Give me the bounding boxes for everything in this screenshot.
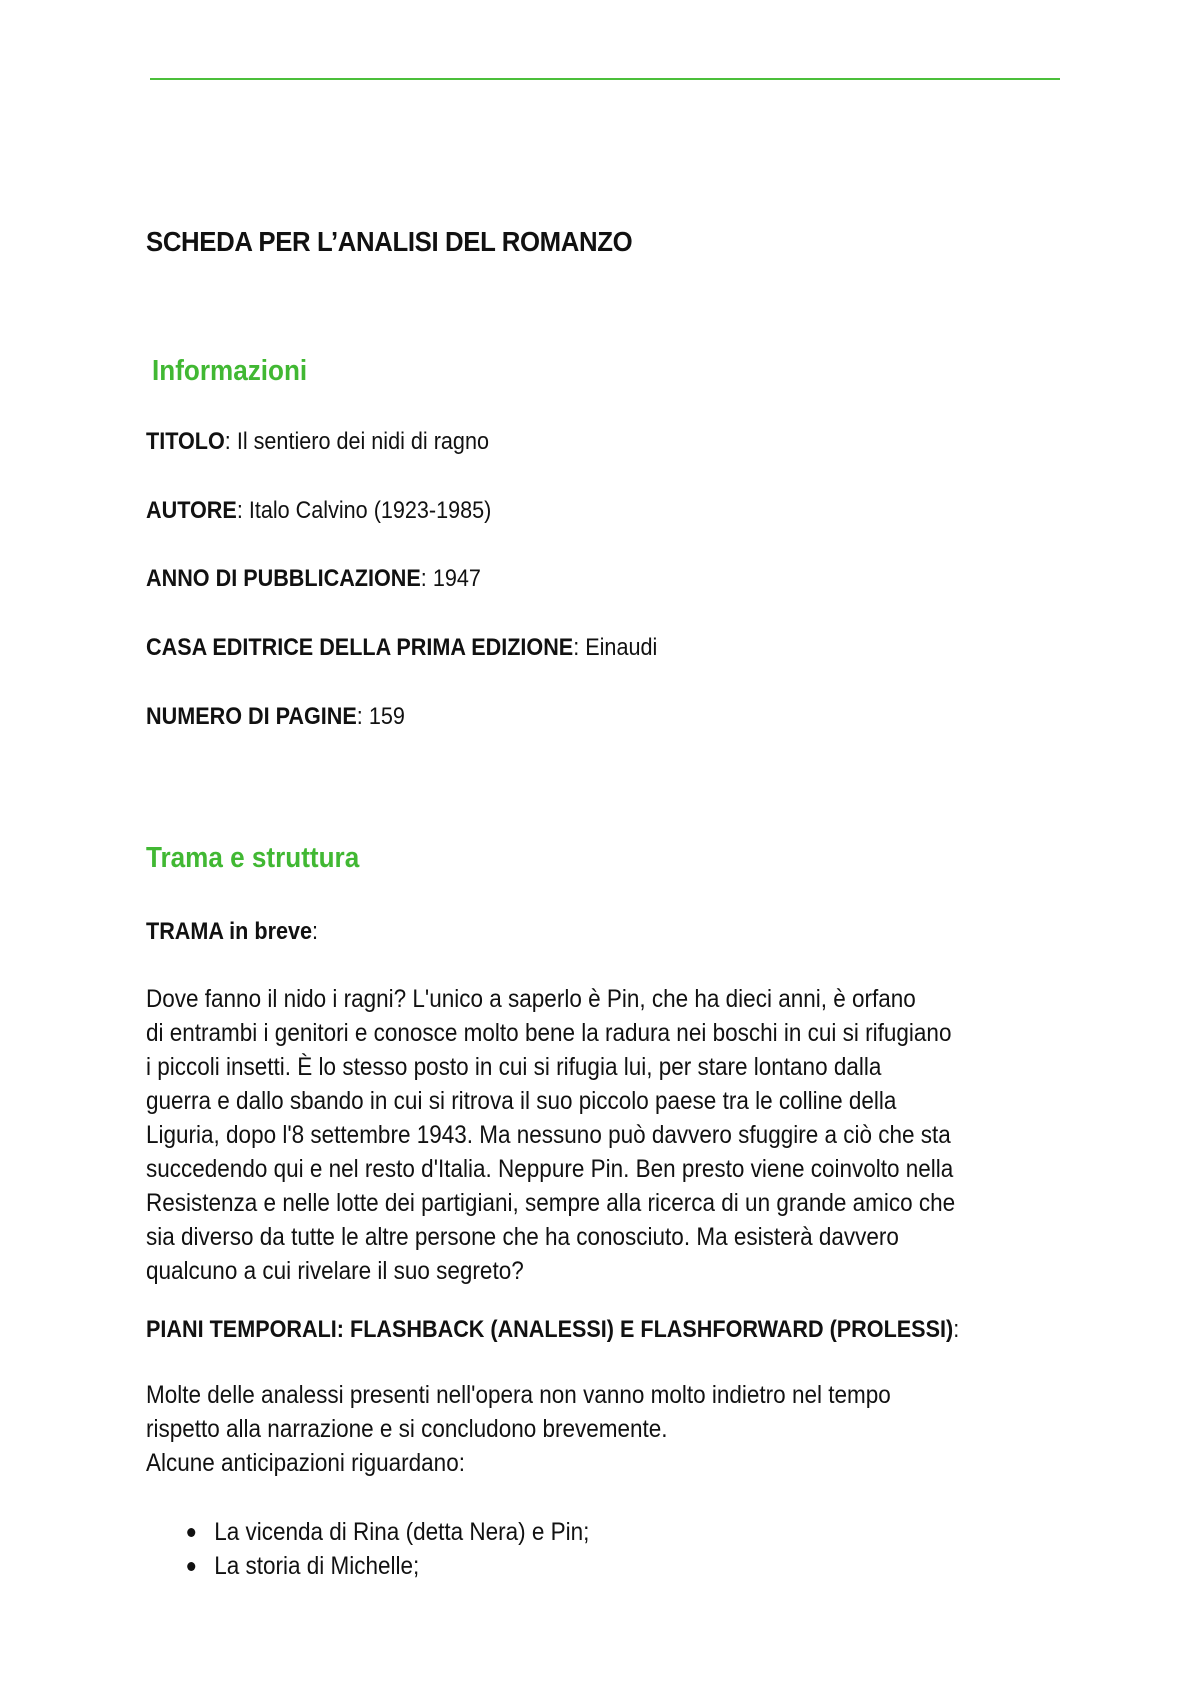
piani-paragraph — [146, 1378, 1037, 1480]
paragraph-line: Alcune anticipazioni riguardano: — [146, 1449, 465, 1477]
field-sep: : — [224, 428, 237, 455]
trama-label-text: TRAMA in breve — [146, 918, 313, 945]
field-value: Italo Calvino (1923-1985) — [248, 497, 492, 524]
field-value: 159 — [368, 703, 405, 730]
section-heading-informazioni: Informazioni — [152, 355, 308, 387]
trama-paragraph — [146, 982, 1037, 1288]
section-heading-trama: Trama e struttura — [146, 842, 360, 874]
paragraph-line: rispetto alla narrazione e si concludono brevemente. — [146, 1415, 668, 1443]
field-value: 1947 — [432, 565, 481, 592]
field-key: AUTORE — [146, 497, 237, 524]
field-autore — [146, 497, 491, 525]
list-item — [180, 1549, 589, 1583]
field-key: TITOLO — [146, 428, 225, 455]
field-key: ANNO DI PUBBLICAZIONE — [146, 565, 421, 592]
paragraph-line: i piccoli insetti. È lo stesso posto in cui si rifugia lui, per stare lontano dalla — [146, 1053, 882, 1081]
paragraph-line: sia diverso da tutte le altre persone che ha conosciuto. Ma esisterà davvero — [146, 1223, 899, 1251]
piani-label-sep: : — [953, 1316, 960, 1343]
paragraph-line: guerra e dallo sbando in cui si ritrova il suo piccolo paese tra le colline della — [146, 1087, 897, 1115]
trama-label-sep: : — [312, 918, 319, 945]
field-anno — [146, 565, 481, 593]
paragraph-line: Resistenza e nelle lotte dei partigiani, sempre alla ricerca di un grande amico che — [146, 1189, 956, 1217]
field-value: Einaudi — [585, 634, 658, 661]
document-title: SCHEDA PER L’ANALISI DEL ROMANZO — [146, 226, 633, 257]
paragraph-line: Dove fanno il nido i ragni? L'unico a saperlo è Pin, che ha dieci anni, è orfano — [146, 985, 916, 1013]
paragraph-line: Liguria, dopo l'8 settembre 1943. Ma nessuno può davvero sfuggire a ciò che sta — [146, 1121, 951, 1149]
field-key: CASA EDITRICE DELLA PRIMA EDIZIONE — [146, 634, 574, 661]
field-value: Il sentiero dei nidi di ragno — [236, 428, 489, 455]
field-numero-pagine — [146, 703, 405, 731]
anticipazioni-list — [180, 1515, 589, 1583]
paragraph-line: Molte delle analessi presenti nell'opera non vanno molto indietro nel tempo — [146, 1381, 891, 1409]
field-sep: : — [420, 565, 433, 592]
list-item-text: La vicenda di Rina (detta Nera) e Pin; — [214, 1518, 590, 1546]
field-casa-editrice — [146, 634, 657, 662]
field-key: NUMERO DI PAGINE — [146, 703, 357, 730]
piani-label-text: PIANI TEMPORALI: FLASHBACK (ANALESSI) E FLASHFORWARD (PROLESSI) — [146, 1316, 954, 1343]
bullet-icon — [187, 1562, 195, 1571]
paragraph-line: qualcuno a cui rivelare il suo segreto? — [146, 1257, 524, 1285]
paragraph-line: di entrambi i genitori e conosce molto bene la radura nei boschi in cui si rifugiano — [146, 1019, 952, 1047]
field-titolo — [146, 428, 489, 456]
list-item — [180, 1515, 589, 1549]
field-sep: : — [356, 703, 369, 730]
list-item-text: La storia di Michelle; — [214, 1552, 420, 1580]
paragraph-line: succedendo qui e nel resto d'Italia. Neppure Pin. Ben presto viene coinvolto nella — [146, 1155, 954, 1183]
bullet-icon — [187, 1528, 195, 1537]
field-sep: : — [236, 497, 249, 524]
trama-label — [146, 918, 318, 946]
header-divider — [150, 78, 1060, 80]
field-sep: : — [573, 634, 586, 661]
piani-temporali-label — [146, 1316, 959, 1344]
